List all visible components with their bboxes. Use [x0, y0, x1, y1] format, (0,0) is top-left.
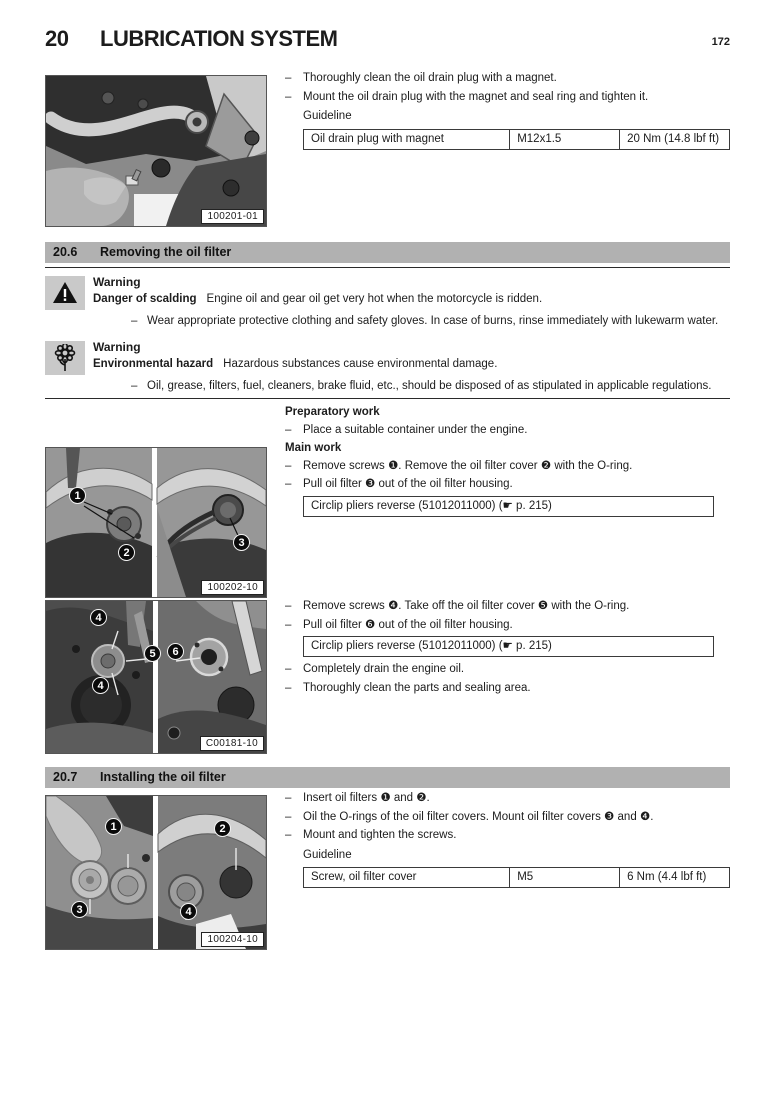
bullet-dash: – — [285, 423, 292, 436]
figure-caption: C00181-10 — [200, 736, 264, 751]
instruction-text: Insert oil filters ❶ and ❷. — [303, 792, 430, 804]
instruction-item — [285, 617, 732, 635]
bullet-dash: – — [285, 90, 292, 103]
torque-spec-table — [303, 867, 730, 888]
instruction-item — [285, 680, 732, 698]
special-tool-box: Circlip pliers reverse (51012011000) (☛ p. 215) — [303, 496, 714, 517]
main-work-label: Main work — [285, 442, 342, 454]
section-header-20-6 — [45, 242, 730, 263]
bullet-dash: – — [285, 600, 292, 612]
work-steps-20-6-continued — [285, 598, 732, 698]
instruction-item — [285, 422, 732, 440]
engine-photo-illustration — [46, 601, 266, 753]
hazard-text: Hazardous substances cause environmental damage. — [223, 358, 498, 370]
instruction-text: Thoroughly clean the oil drain plug with a magnet. — [303, 72, 557, 84]
hazard-label: Environmental hazard — [93, 358, 214, 370]
instruction-item — [285, 598, 732, 616]
callout-marker: 1 — [105, 818, 122, 835]
bullet-dash: – — [285, 829, 292, 841]
divider — [45, 398, 730, 399]
bullet-dash: – — [285, 810, 292, 823]
spec-thread-cell: M12x1.5 — [510, 129, 620, 149]
section-title: Installing the oil filter — [100, 770, 226, 784]
environment-flower-icon — [45, 341, 85, 375]
instruction-text: Remove screws ❶. Remove the oil filter cover ❷ with the O-ring. — [303, 459, 633, 472]
warning-instruction — [131, 313, 735, 329]
bullet-dash: – — [285, 618, 292, 631]
warning-text-line — [93, 291, 735, 307]
callout-marker: 6 — [167, 643, 184, 660]
figure-install-oil-filter — [45, 795, 267, 950]
instruction-text: Mount and tighten the screws. — [303, 829, 457, 841]
figure-remove-oil-filter-1 — [45, 447, 267, 598]
bullet-dash: – — [285, 792, 292, 804]
torque-spec-table — [303, 129, 730, 150]
spec-thread-cell: M5 — [510, 868, 620, 888]
section-header-20-7 — [45, 767, 730, 788]
callout-marker: 2 — [118, 544, 135, 561]
bullet-dash: – — [131, 380, 138, 392]
bullet-dash: – — [285, 72, 292, 84]
figure-remove-oil-filter-2 — [45, 600, 267, 754]
warning-title: Warning — [93, 275, 141, 289]
bullet-dash: – — [131, 315, 138, 327]
figure-caption: 100201-01 — [201, 209, 264, 224]
instruction-text: Pull oil filter ❸ out of the oil filter housing. — [303, 478, 513, 490]
spec-torque-cell: 6 Nm (4.4 lbf ft) — [620, 868, 730, 888]
instruction-item — [285, 790, 732, 808]
engine-photo-illustration — [46, 796, 266, 949]
instruction-text: Completely drain the engine oil. — [303, 663, 465, 675]
instruction-text: Pull oil filter ❻ out of the oil filter housing. — [303, 618, 513, 631]
engine-photo-illustration — [46, 76, 266, 226]
instruction-text: Place a suitable container under the engine. — [303, 423, 528, 436]
instruction-item — [285, 70, 732, 88]
spec-name-cell: Screw, oil filter cover — [304, 868, 510, 888]
callout-marker: 3 — [233, 534, 250, 551]
table-row — [304, 868, 730, 888]
bullet-dash: – — [285, 663, 292, 675]
callout-marker: 1 — [69, 487, 86, 504]
callout-marker: 4 — [180, 903, 197, 920]
section-number: 20.6 — [53, 245, 78, 259]
work-steps-20-6 — [285, 404, 732, 521]
hazard-text: Engine oil and gear oil get very hot when the motorcycle is ridden. — [206, 293, 543, 305]
figure-oil-drain-plug — [45, 75, 267, 227]
callout-marker: 5 — [144, 645, 161, 662]
work-steps-20-7 — [285, 790, 732, 888]
warning-triangle-icon — [45, 276, 85, 310]
engine-photo-illustration — [46, 448, 266, 597]
preparatory-work-label: Preparatory work — [285, 406, 380, 418]
warning-scalding — [45, 274, 735, 329]
figure-caption: 100204-10 — [201, 932, 264, 947]
instruction-text: Thoroughly clean the parts and sealing area. — [303, 681, 531, 694]
bullet-dash: – — [285, 478, 292, 490]
bullet-dash: – — [285, 459, 292, 472]
spec-torque-cell: 20 Nm (14.8 lbf ft) — [620, 129, 730, 149]
instruction-text: Mount the oil drain plug with the magnet and seal ring and tighten it. — [303, 90, 649, 103]
guideline-label: Guideline — [303, 110, 352, 122]
instruction-item — [285, 476, 732, 494]
instruction-item — [285, 89, 732, 107]
callout-marker: 4 — [92, 677, 109, 694]
warning-environment — [45, 339, 735, 394]
hazard-label: Danger of scalding — [93, 293, 197, 305]
bullet-dash: – — [285, 681, 292, 694]
guideline-label: Guideline — [303, 848, 352, 861]
special-tool-box: Circlip pliers reverse (51012011000) (☛ p. 215) — [303, 636, 714, 657]
callout-marker: 2 — [214, 820, 231, 837]
instruction-item — [285, 661, 732, 679]
instruction-text: Remove screws ❹. Take off the oil filter cover ❺ with the O-ring. — [303, 600, 630, 612]
instruction-item — [285, 458, 732, 476]
warning-instruction-text: Wear appropriate protective clothing and safety gloves. In case of burns, rinse immediately with lukewarm water. — [147, 315, 719, 327]
instruction-item — [285, 827, 732, 845]
instruction-item — [285, 809, 732, 827]
figure-caption: 100202-10 — [201, 580, 264, 595]
table-row — [304, 129, 730, 149]
warning-title: Warning — [93, 340, 141, 354]
chapter-number: 20 — [45, 26, 69, 51]
warning-text-line — [93, 356, 735, 372]
section-number: 20.7 — [53, 770, 78, 784]
callout-marker: 3 — [71, 901, 88, 918]
warning-instruction — [131, 378, 735, 394]
divider — [45, 267, 730, 268]
intro-instructions — [285, 70, 732, 150]
callout-marker: 4 — [90, 609, 107, 626]
page-number: 172 — [711, 36, 730, 48]
spec-name-cell: Oil drain plug with magnet — [304, 129, 510, 149]
instruction-text: Oil the O-rings of the oil filter covers. Mount oil filter covers ❸ and ❹. — [303, 810, 654, 823]
warning-instruction-text: Oil, grease, filters, fuel, cleaners, brake fluid, etc., should be disposed of as stipulated in applicable regulations. — [147, 380, 712, 392]
page-title: LUBRICATION SYSTEM — [100, 26, 338, 51]
section-title: Removing the oil filter — [100, 245, 232, 259]
